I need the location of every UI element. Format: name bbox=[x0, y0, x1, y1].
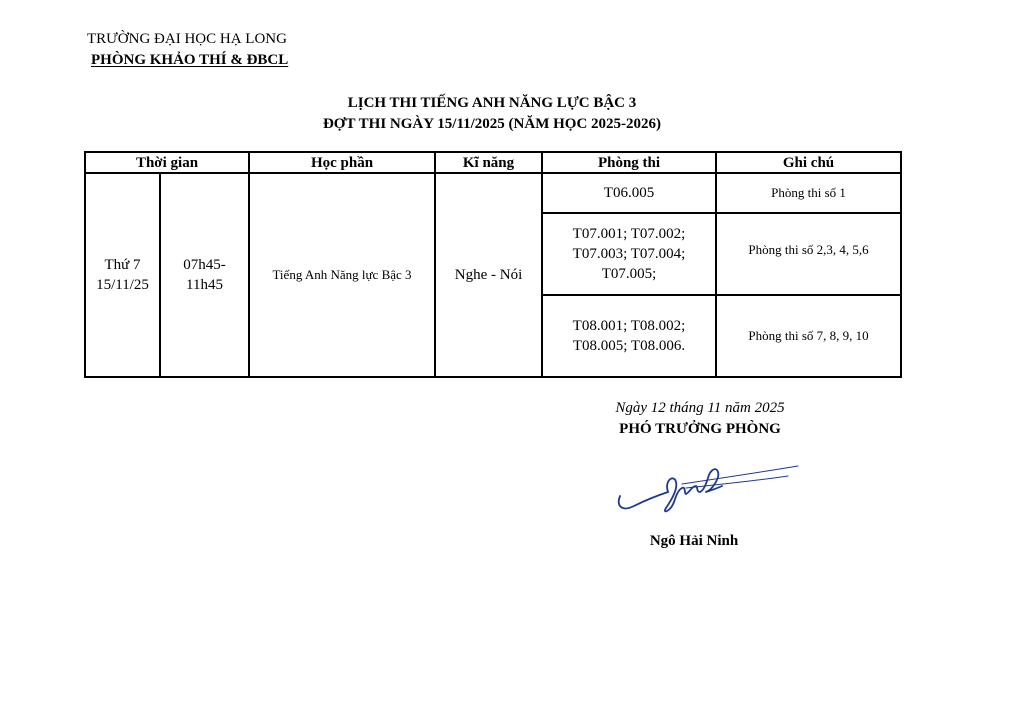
note-cell: Phòng thi số 1 bbox=[716, 173, 901, 213]
header-time: Thời gian bbox=[85, 152, 249, 173]
room-line: T07.001; T07.002; bbox=[572, 226, 686, 242]
exam-day-cell bbox=[85, 173, 160, 377]
note-cell: Phòng thi số 7, 8, 9, 10 bbox=[716, 295, 901, 377]
course-cell: Tiếng Anh Năng lực Bậc 3 bbox=[249, 173, 435, 377]
handwritten-signature bbox=[612, 456, 812, 516]
department-name: PHÒNG KHẢO THÍ & ĐBCL bbox=[91, 52, 289, 68]
room-line: T07.003; T07.004; bbox=[572, 246, 686, 262]
room-cell bbox=[542, 213, 716, 295]
room-line: T08.005; T08.006. bbox=[572, 338, 686, 354]
room-line: T06.005 bbox=[603, 185, 655, 201]
signature-strokes bbox=[619, 466, 798, 511]
exam-schedule-table bbox=[84, 151, 902, 378]
room-cell bbox=[542, 173, 716, 213]
exam-date: 15/11/25 bbox=[96, 277, 149, 293]
header-room: Phòng thi bbox=[542, 152, 716, 173]
skill-cell: Nghe - Nói bbox=[435, 173, 542, 377]
table-row bbox=[85, 173, 901, 213]
exam-time-cell bbox=[160, 173, 249, 377]
room-cell bbox=[542, 295, 716, 377]
header-note: Ghi chú bbox=[716, 152, 901, 173]
header-course: Học phần bbox=[249, 152, 435, 173]
document-title: LỊCH THI TIẾNG ANH NĂNG LỰC BẬC 3 bbox=[347, 95, 637, 111]
note-cell: Phòng thi số 2,3, 4, 5,6 bbox=[716, 213, 901, 295]
exam-day: Thứ 7 bbox=[104, 257, 141, 273]
exam-time-start: 07h45- bbox=[183, 257, 226, 273]
room-line: T07.005; bbox=[601, 266, 657, 282]
signer-name: Ngô Hải Ninh bbox=[649, 533, 739, 549]
document-subtitle: ĐỢT THI NGÀY 15/11/2025 (NĂM HỌC 2025-2026) bbox=[322, 116, 662, 132]
signing-date: Ngày 12 tháng 11 năm 2025 bbox=[615, 400, 785, 416]
room-line: T08.001; T08.002; bbox=[572, 318, 686, 334]
signer-position: PHÓ TRƯỞNG PHÒNG bbox=[619, 421, 781, 437]
table-header-row bbox=[85, 152, 901, 173]
university-name: TRƯỜNG ĐẠI HỌC HẠ LONG bbox=[87, 31, 287, 47]
exam-time-end: 11h45 bbox=[186, 277, 223, 293]
header-skill: Kĩ năng bbox=[435, 152, 542, 173]
